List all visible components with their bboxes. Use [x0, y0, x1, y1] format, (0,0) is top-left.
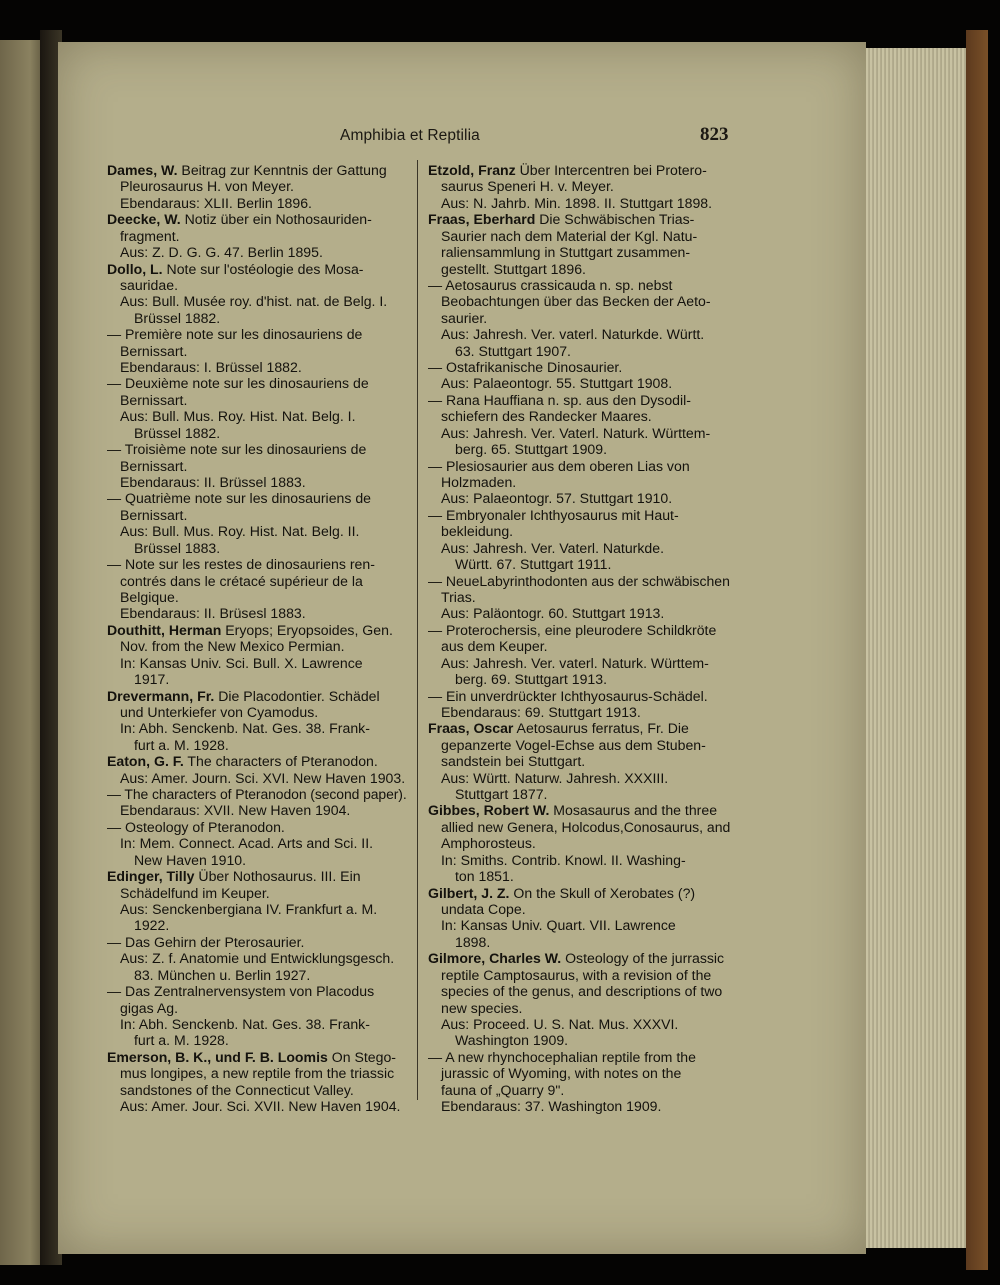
- entry-text: — Plesiosaurier aus dem oberen Lias von: [428, 457, 690, 474]
- entry-text: — The characters of Pteranodon (second paper).: [107, 786, 407, 803]
- entry-line: [428, 1065, 730, 1081]
- entry-text: jurassic of Wyoming, with notes on the: [441, 1065, 682, 1082]
- entry-text: Aus: Jahresh. Ver. vaterl. Naturkde. Württ.: [441, 326, 705, 343]
- entry-line: [428, 425, 730, 441]
- entry-text: — Embryonaler Ichthyosaurus mit Haut-: [428, 506, 679, 523]
- entry-text: Aus: Palaeontogr. 57. Stuttgart 1910.: [441, 490, 673, 507]
- entry-line: [428, 261, 730, 277]
- bibliography-entry: [428, 885, 730, 951]
- entry-line: [428, 490, 730, 506]
- entry-line: [428, 326, 730, 342]
- entry-line: [107, 507, 407, 523]
- entry-line: [107, 967, 407, 983]
- entry-line: [428, 835, 730, 851]
- entry-text: sandstein bei Stuttgart.: [441, 753, 586, 770]
- entry-line: [428, 1082, 730, 1098]
- entry-text: — Première note sur les dinosauriens de: [107, 326, 363, 343]
- entry-text: — Troisième note sur les dinosauriens de: [107, 441, 367, 458]
- entry-heading-line: [428, 720, 730, 736]
- entry-line: [428, 786, 730, 802]
- entry-text: saurus Speneri H. v. Meyer.: [441, 178, 614, 195]
- entry-text: mus longipes, a new reptile from the triassic: [120, 1065, 395, 1082]
- entry-line: [107, 375, 407, 391]
- entry-text: 1922.: [134, 917, 170, 934]
- author-name: Deecke, W.: [107, 211, 181, 228]
- entry-line: [428, 605, 730, 621]
- entry-text: In: Abh. Senckenb. Nat. Ges. 38. Frank-: [120, 1015, 370, 1032]
- entry-text: Belgique.: [120, 588, 179, 605]
- entry-line: [107, 704, 407, 720]
- entry-line: [107, 540, 407, 556]
- entry-line: [428, 310, 730, 326]
- entry-line: [428, 901, 730, 917]
- entry-heading-line: [428, 885, 730, 901]
- entry-text: fragment.: [120, 227, 180, 244]
- entry-line: [428, 770, 730, 786]
- entry-heading-line: [428, 211, 730, 227]
- entry-text: Ebendaraus: I. Brüssel 1882.: [120, 359, 302, 376]
- entry-line: [107, 244, 407, 260]
- entry-text: sauridae.: [120, 276, 178, 293]
- entry-line: [107, 441, 407, 457]
- entry-line: [107, 934, 407, 950]
- entry-text: Brüssel 1882.: [134, 309, 221, 326]
- author-name: Gibbes, Robert W.: [428, 802, 550, 819]
- entry-line: [107, 1082, 407, 1098]
- entry-line: [428, 917, 730, 933]
- entry-text: ton 1851.: [455, 868, 514, 885]
- entry-line: [428, 359, 730, 375]
- entry-text: Ebendaraus: XVII. New Haven 1904.: [120, 802, 351, 819]
- bibliography-entry: [428, 211, 730, 720]
- entry-line: [428, 934, 730, 950]
- entry-line: [428, 507, 730, 523]
- entry-line: [107, 1016, 407, 1032]
- entry-text: Aus: Amer. Journ. Sci. XVI. New Haven 1903.: [120, 769, 406, 786]
- entry-text: species of the genus, and descriptions of two: [441, 983, 723, 1000]
- entry-heading-line: [107, 753, 407, 769]
- entry-heading-line: [428, 802, 730, 818]
- entry-line: [107, 458, 407, 474]
- entry-text: Schädelfund im Keuper.: [120, 884, 270, 901]
- author-name: Etzold, Franz: [428, 162, 516, 178]
- bibliography-entry: [107, 211, 407, 260]
- entry-line: [428, 375, 730, 391]
- entry-text: In: Smiths. Contrib. Knowl. II. Washing-: [441, 851, 686, 868]
- entry-line: [107, 917, 407, 933]
- entry-text: Aus: Senckenbergiana IV. Frankfurt a. M.: [120, 900, 378, 917]
- entry-text: Aus: Amer. Jour. Sci. XVII. New Haven 1904.: [120, 1098, 401, 1115]
- entry-text: Bernissart.: [120, 506, 188, 523]
- entry-line: [428, 540, 730, 556]
- entry-line: [107, 671, 407, 687]
- bibliography-entry: [107, 622, 407, 688]
- author-name: Gilmore, Charles W.: [428, 950, 562, 967]
- entry-text: Aus: Z. D. G. G. 47. Berlin 1895.: [120, 244, 323, 261]
- entry-line: [107, 474, 407, 490]
- entry-text: Über Nothosaurus. III. Ein: [194, 868, 361, 885]
- entry-line: [428, 737, 730, 753]
- entry-text: bekleidung.: [441, 523, 514, 540]
- entry-heading-line: [107, 261, 407, 277]
- entry-text: Aus: Proceed. U. S. Nat. Mus. XXXVI.: [441, 1015, 679, 1032]
- entry-line: [428, 1016, 730, 1032]
- entry-line: [107, 490, 407, 506]
- entry-text: Stuttgart 1877.: [455, 786, 548, 803]
- entry-text: Eryops; Eryopsoides, Gen.: [221, 621, 393, 638]
- bibliography-entry: [107, 162, 407, 211]
- entry-text: In: Mem. Connect. Acad. Arts and Sci. II.: [120, 835, 374, 852]
- entry-line: [428, 293, 730, 309]
- entry-text: gigas Ag.: [120, 999, 178, 1016]
- entry-text: Saurier nach dem Material der Kgl. Natu-: [441, 227, 698, 244]
- bibliography-entry: [107, 753, 407, 868]
- entry-text: — Das Zentralnervensystem von Placodus: [107, 983, 375, 1000]
- bibliography-entry: [428, 720, 730, 802]
- entry-text: — A new rhynchocephalian reptile from the: [428, 1048, 696, 1065]
- entry-line: [428, 704, 730, 720]
- entry-line: [107, 178, 407, 194]
- entry-text: schiefern des Randecker Maares.: [441, 408, 652, 425]
- entry-text: — Note sur les restes de dinosauriens ren-: [107, 556, 375, 573]
- entry-line: [107, 293, 407, 309]
- entry-text: berg. 69. Stuttgart 1913.: [455, 671, 608, 688]
- entry-text: Württ. 67. Stuttgart 1911.: [455, 556, 612, 573]
- entry-line: [428, 1032, 730, 1048]
- entry-line: [107, 359, 407, 375]
- entry-text: Aus: Bull. Mus. Roy. Hist. Nat. Belg. I.: [120, 408, 356, 425]
- entry-text: Bernissart.: [120, 391, 188, 408]
- entry-text: Aus: Bull. Musée roy. d'hist. nat. de Belg. I.: [120, 293, 388, 310]
- entry-text: New Haven 1910.: [134, 851, 247, 868]
- entry-text: Ebendaraus: II. Brüsesl 1883.: [120, 605, 306, 622]
- entry-text: Aus: Bull. Mus. Roy. Hist. Nat. Belg. II.: [120, 523, 360, 540]
- book-cover-edge: [966, 30, 988, 1270]
- entry-text: Aus: Württ. Naturw. Jahresh. XXXIII.: [441, 769, 669, 786]
- entry-line: [107, 720, 407, 736]
- bibliography-entry: [107, 1049, 407, 1115]
- entry-line: [428, 277, 730, 293]
- entry-line: [107, 392, 407, 408]
- entry-text: Holzmaden.: [441, 474, 517, 491]
- entry-text: Aus: Paläontogr. 60. Stuttgart 1913.: [441, 605, 665, 622]
- entry-text: undata Cope.: [441, 900, 526, 917]
- bibliography-column-left: [107, 162, 407, 1114]
- entry-text: On the Skull of Xerobates (?): [509, 884, 696, 901]
- author-name: Dames, W.: [107, 162, 178, 178]
- running-title: Amphibia et Reptilia: [340, 127, 480, 144]
- entry-text: und Unterkiefer von Cyamodus.: [120, 703, 319, 720]
- entry-line: [428, 1098, 730, 1114]
- author-name: Dollo, L.: [107, 260, 163, 277]
- entry-line: [107, 425, 407, 441]
- entry-text: — Aetosaurus crassicauda n. sp. nebst: [428, 276, 673, 293]
- entry-text: Brüssel 1882.: [134, 424, 221, 441]
- entry-line: [428, 228, 730, 244]
- entry-text: Bernissart.: [120, 457, 188, 474]
- entry-line: [428, 688, 730, 704]
- entry-text: Amphorosteus.: [441, 835, 536, 852]
- entry-text: aus dem Keuper.: [441, 638, 548, 655]
- entry-text: In: Kansas Univ. Quart. VII. Lawrence: [441, 917, 676, 934]
- entry-line: [107, 343, 407, 359]
- entry-line: [428, 523, 730, 539]
- entry-line: [428, 868, 730, 884]
- entry-line: [428, 655, 730, 671]
- entry-text: furt a. M. 1928.: [134, 1032, 229, 1049]
- entry-text: The characters of Pteranodon.: [183, 753, 378, 770]
- bibliography-column-right: [428, 162, 730, 1114]
- entry-text: — Quatrième note sur les dinosauriens de: [107, 490, 372, 507]
- entry-text: reptile Camptosaurus, with a revision of the: [441, 966, 712, 983]
- entry-line: [107, 950, 407, 966]
- entry-heading-line: [107, 622, 407, 638]
- entry-text: — NeueLabyrinthodonten aus der schwäbischen: [428, 572, 730, 589]
- entry-text: fauna of „Quarry 9".: [441, 1081, 565, 1098]
- entry-text: Note sur l'ostéologie des Mosa-: [162, 260, 364, 277]
- entry-text: Über Intercentren bei Protero-: [515, 162, 707, 178]
- entry-heading-line: [107, 868, 407, 884]
- entry-text: In: Kansas Univ. Sci. Bull. X. Lawrence: [120, 654, 363, 671]
- entry-line: [107, 819, 407, 835]
- entry-line: [107, 228, 407, 244]
- entry-text: Aus: N. Jahrb. Min. 1898. II. Stuttgart 1898.: [441, 194, 713, 211]
- entry-text: — Rana Hauffiana n. sp. aus den Dysodil-: [428, 391, 691, 408]
- entry-text: Osteology of the jurrassic: [561, 950, 725, 967]
- entry-line: [428, 244, 730, 260]
- author-name: Gilbert, J. Z.: [428, 884, 510, 901]
- bibliography-entry: [428, 950, 730, 1114]
- entry-line: [428, 638, 730, 654]
- entry-line: [428, 408, 730, 424]
- entry-text: gepanzerte Vogel-Echse aus dem Stuben-: [441, 736, 706, 753]
- entry-line: [107, 638, 407, 654]
- entry-text: Aus: Jahresh. Ver. vaterl. Naturk. Württem-: [441, 654, 709, 671]
- entry-text: — Das Gehirn der Pterosaurier.: [107, 933, 305, 950]
- entry-text: Washington 1909.: [455, 1032, 569, 1049]
- entry-text: 63. Stuttgart 1907.: [455, 342, 571, 359]
- entry-line: [107, 770, 407, 786]
- entry-line: [107, 277, 407, 293]
- entry-text: raliensammlung in Stuttgart zusammen-: [441, 244, 691, 261]
- entry-line: [107, 195, 407, 211]
- entry-text: — Osteology of Pteranodon.: [107, 818, 285, 835]
- author-name: Eaton, G. F.: [107, 753, 184, 770]
- entry-text: Aus: Jahresh. Ver. Vaterl. Naturkde.: [441, 539, 665, 556]
- entry-heading-line: [107, 1049, 407, 1065]
- entry-heading-line: [428, 162, 730, 178]
- page-block-edges: [866, 48, 966, 1248]
- entry-line: [428, 819, 729, 835]
- entry-text: Mosasaurus and the three: [549, 802, 718, 819]
- entry-line: [428, 671, 730, 687]
- entry-text: Beobachtungen über das Becken der Aeto-: [441, 293, 711, 310]
- author-name: Fraas, Eberhard: [428, 211, 536, 228]
- bibliography-entry: [107, 688, 407, 754]
- entry-line: [428, 441, 730, 457]
- entry-line: [107, 573, 407, 589]
- entry-text: Pleurosaurus H. von Meyer.: [120, 178, 294, 195]
- entry-text: Notiz über ein Nothosauriden-: [180, 211, 372, 228]
- entry-heading-line: [107, 688, 407, 704]
- entry-text: berg. 65. Stuttgart 1909.: [455, 441, 608, 458]
- entry-text: Die Schwäbischen Trias-: [535, 211, 695, 228]
- entry-line: [428, 589, 730, 605]
- entry-line: [107, 983, 407, 999]
- author-name: Fraas, Oscar: [428, 720, 514, 737]
- entry-heading-line: [107, 162, 407, 178]
- author-name: Emerson, B. K., und F. B. Loomis: [107, 1048, 328, 1065]
- entry-text: Aus: Z. f. Anatomie und Entwicklungsgesch.: [120, 950, 395, 967]
- entry-line: [428, 178, 730, 194]
- bibliography-entry: [428, 802, 730, 884]
- entry-line: [428, 573, 729, 589]
- entry-line: [107, 1065, 407, 1081]
- entry-line: [428, 343, 730, 359]
- entry-text: Beitrag zur Kenntnis der Gattung: [177, 162, 387, 178]
- entry-line: [107, 802, 407, 818]
- entry-line: [107, 852, 407, 868]
- entry-text: furt a. M. 1928.: [134, 736, 229, 753]
- entry-line: [107, 655, 407, 671]
- entry-line: [107, 408, 407, 424]
- column-divider: [417, 160, 418, 1100]
- page-number: 823: [700, 124, 729, 145]
- entry-line: [428, 474, 730, 490]
- entry-text: — Ostafrikanische Dinosaurier.: [428, 359, 623, 376]
- bibliography-entry: [107, 868, 407, 1049]
- entry-text: gestellt. Stuttgart 1896.: [441, 260, 586, 277]
- entry-line: [107, 1098, 407, 1114]
- entry-line: [428, 967, 730, 983]
- entry-text: — Deuxième note sur les dinosauriens de: [107, 375, 369, 392]
- entry-line: [428, 556, 730, 572]
- entry-line: [107, 786, 407, 803]
- entry-line: [107, 737, 407, 753]
- entry-line: [107, 1000, 407, 1016]
- entry-text: new species.: [441, 999, 523, 1016]
- entry-text: Ebendaraus: 69. Stuttgart 1913.: [441, 703, 641, 720]
- entry-line: [428, 1049, 730, 1065]
- author-name: Douthitt, Herman: [107, 621, 222, 638]
- author-name: Edinger, Tilly: [107, 868, 195, 885]
- entry-line: [107, 1032, 407, 1048]
- entry-line: [428, 852, 730, 868]
- entry-text: Aus: Jahresh. Ver. Vaterl. Naturk. Württem-: [441, 424, 711, 441]
- entry-text: Nov. from the New Mexico Permian.: [120, 638, 345, 655]
- entry-text: 83. München u. Berlin 1927.: [134, 966, 311, 983]
- entry-text: Brüssel 1883.: [134, 539, 221, 556]
- entry-text: — Proterochersis, eine pleurodere Schildkröte: [428, 621, 717, 638]
- bibliography-entry: [107, 261, 407, 622]
- entry-line: [428, 753, 730, 769]
- entry-line: [107, 885, 407, 901]
- entry-line: [107, 589, 407, 605]
- entry-text: In: Abh. Senckenb. Nat. Ges. 38. Frank-: [120, 720, 370, 737]
- entry-text: contrés dans le crétacé supérieur de la: [120, 572, 363, 589]
- entry-line: [428, 622, 730, 638]
- entry-line: [107, 310, 407, 326]
- entry-line: [107, 901, 407, 917]
- entry-line: [428, 1000, 730, 1016]
- bibliography-entry: [428, 162, 730, 211]
- entry-line: [107, 605, 407, 621]
- entry-line: [107, 523, 407, 539]
- entry-text: Ebendaraus: II. Brüssel 1883.: [120, 474, 306, 491]
- entry-text: sandstones of the Connecticut Valley.: [120, 1081, 354, 1098]
- author-name: Drevermann, Fr.: [107, 687, 215, 704]
- entry-text: Aetosaurus ferratus, Fr. Die: [513, 720, 689, 737]
- entry-line: [428, 195, 730, 211]
- entry-heading-line: [107, 211, 407, 227]
- entry-line: [428, 392, 730, 408]
- entry-text: 1917.: [134, 671, 170, 688]
- entry-text: Bernissart.: [120, 342, 188, 359]
- entry-text: Aus: Palaeontogr. 55. Stuttgart 1908.: [441, 375, 673, 392]
- entry-text: saurier.: [441, 309, 488, 326]
- entry-line: [107, 556, 407, 572]
- entry-heading-line: [428, 950, 730, 966]
- entry-line: [107, 835, 407, 851]
- entry-text: 1898.: [455, 933, 491, 950]
- entry-line: [107, 326, 407, 342]
- entry-text: Ebendaraus: XLII. Berlin 1896.: [120, 194, 312, 211]
- entry-line: [428, 983, 730, 999]
- entry-text: Die Placodontier. Schädel: [214, 687, 380, 704]
- entry-text: Ebendaraus: 37. Washington 1909.: [441, 1098, 662, 1115]
- entry-text: allied new Genera, Holcodus,Conosaurus, and: [440, 818, 731, 835]
- entry-line: [428, 458, 730, 474]
- entry-text: — Ein unverdrückter Ichthyosaurus-Schädel.: [428, 687, 708, 704]
- entry-text: Trias.: [441, 588, 476, 605]
- entry-text: On Stego-: [327, 1048, 396, 1065]
